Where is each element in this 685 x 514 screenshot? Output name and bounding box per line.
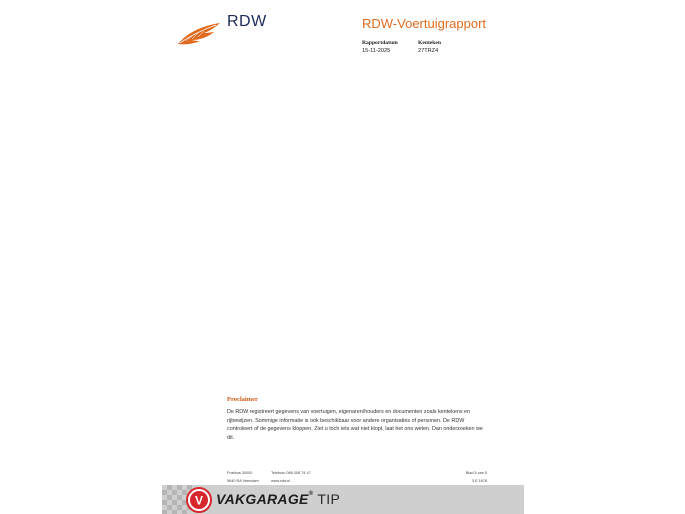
brand-tip: TIP (317, 491, 341, 507)
report-date-block (362, 39, 398, 55)
vakgarage-banner[interactable] (162, 485, 524, 514)
plate-block (418, 39, 441, 55)
plate-label: Kenteken (418, 40, 441, 46)
report-title: RDW-Voertuigrapport (362, 16, 487, 31)
report-date-value: 15-11-2025 (362, 48, 391, 54)
badge-letter: V (194, 493, 204, 508)
footer-page-number: Blad 5 van 5 (465, 471, 487, 475)
footer-postcode: 9640 RA Veendam (227, 479, 259, 483)
footer-postbus: Postbus 30000 (227, 471, 253, 475)
report-date-label: Rapportdatum (362, 40, 398, 46)
rdw-feather-logo-icon (176, 20, 222, 46)
brand-name: VAKGARAGE (216, 491, 309, 507)
footer-telefoon: Telefoon 088 008 74 47 (271, 471, 311, 475)
disclaimer-text: De RDW registreert gegevens van voertuigen, eigenaren/houders en documenten zoals kentekens en rijbewijzen. Sommige informatie is ook beschikbaar voor andere organisaties of personen. De RDW controleert of de gegevens kloppen. Ziet u toch iets wat niet klopt, laat het ons weten. Dan onderzoeken we dit. (227, 409, 483, 441)
rdw-logo-text: RDW (227, 13, 267, 30)
plate-value: 27TRZ4 (418, 48, 439, 54)
footer-code: 3 E 1678 (471, 479, 487, 483)
footer-website-link[interactable]: www.rdw.nl (271, 479, 290, 483)
brand-trademark: ® (308, 491, 314, 497)
vakgarage-brand (216, 491, 340, 507)
vakgarage-badge-icon (186, 487, 212, 513)
disclaimer-title: Proclaimer (227, 396, 258, 403)
